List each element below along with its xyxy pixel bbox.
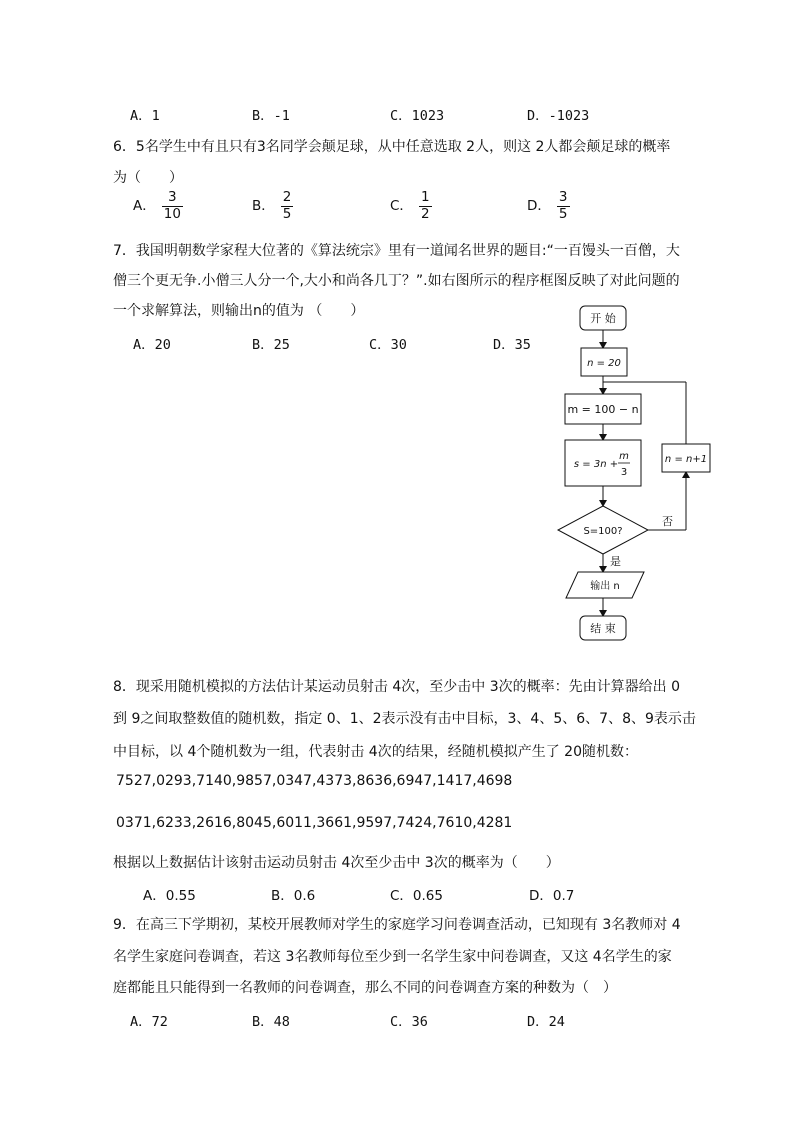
q9-text-line1: 9．在高三下学期初，某校开展教师对学生的家庭学习问卷调查活动，已知现有 3名教师对 4 <box>113 917 681 933</box>
q5-option-d: D．-1023 <box>527 108 590 124</box>
q7-option-b: B．25 <box>252 337 290 353</box>
q7-text-line2: 僧三个更无争.小僧三人分一个,大小和尚各几丁？”.如右图所示的程序框图反映了对此问题的 <box>113 273 680 289</box>
q6-option-d-fraction <box>557 190 570 222</box>
q6-option-d-letter: D． <box>527 198 551 215</box>
q7-option-d: D．35 <box>493 337 531 353</box>
q7-text-line3: 一个求解算法，则输出n的值为 （ ） <box>113 303 365 319</box>
q9-option-b: B．48 <box>252 1014 290 1030</box>
q8-random-numbers-row1: 7527,0293,7140,9857,0347,4373,8636,6947,1417,4698 <box>116 773 513 789</box>
fraction-denominator: 5 <box>558 205 568 222</box>
fraction-denominator: 5 <box>282 205 292 222</box>
flowchart-step2-numerator: m <box>619 451 629 462</box>
q7-option-a: A．20 <box>133 337 171 353</box>
q8-option-c: C．0.65 <box>390 888 443 904</box>
flowchart-step1-label: m = 100 − n <box>567 403 639 416</box>
q6-text-line2: 为（ ） <box>113 170 183 186</box>
q6-option-c <box>390 190 432 222</box>
flowchart-update-label: n = n+1 <box>664 454 708 465</box>
program-flowchart <box>540 300 740 645</box>
q6-option-c-letter: C． <box>390 198 413 215</box>
q6-option-d <box>527 190 570 222</box>
fraction-denominator: 10 <box>163 205 181 222</box>
flowchart-init-label: n = 20 <box>587 358 621 369</box>
q7-option-c: C．30 <box>369 337 407 353</box>
q8-text-line4: 根据以上数据估计该射击运动员射击 4次至少击中 3次的概率为（ ） <box>113 855 560 871</box>
flowchart-decision-label: S=100? <box>583 526 623 537</box>
q9-text-line2: 名学生家庭问卷调查，若这 3名教师每位至少到一名学生家中问卷调查，又这 4名学生的家 <box>113 949 672 965</box>
q9-option-a: A．72 <box>130 1014 168 1030</box>
q9-option-c: C．36 <box>390 1014 428 1030</box>
flowchart-output-label: 输出 n <box>590 581 620 592</box>
q6-option-c-fraction <box>419 190 432 222</box>
q8-text-line3: 中目标，以 4个随机数为一组，代表射击 4次的结果，经随机模拟产生了 20随机数： <box>113 744 638 760</box>
q6-option-b-fraction <box>281 190 294 222</box>
fraction-numerator: 3 <box>558 189 568 205</box>
flowchart-step2-label: s = 3n + <box>573 459 619 470</box>
q7-text-line1: 7．我国明朝数学家程大位著的《算法统宗》里有一道闻名世界的题目:“一百馒头一百僧，大 <box>113 243 680 259</box>
fraction-denominator: 2 <box>420 205 430 222</box>
flowchart-end-label: 结 束 <box>590 622 616 635</box>
q8-text-line2: 到 9之间取整数值的随机数，指定 0、1、2表示没有击中目标，3、4、5、6、7、8、9表示击 <box>113 711 696 727</box>
fraction-numerator: 3 <box>162 190 183 207</box>
q8-option-d: D．0.7 <box>529 888 575 904</box>
q6-text-line1: 6．5名学生中有且只有3名同学会颠足球，从中任意选取 2人，则这 2人都会颠足球的概率 <box>113 139 671 155</box>
q9-option-d: D．24 <box>527 1014 565 1030</box>
q6-option-b-letter: B． <box>252 198 275 215</box>
fraction-numerator: 2 <box>282 189 292 205</box>
q6-option-a <box>133 190 183 222</box>
flowchart-no-label: 否 <box>662 515 673 528</box>
flowchart-start-label: 开 始 <box>590 312 616 325</box>
q8-random-numbers-row2: 0371,6233,2616,8045,6011,3661,9597,7424,7610,4281 <box>116 815 513 831</box>
q6-option-a-fraction <box>162 190 183 222</box>
fraction-numerator: 1 <box>420 189 430 205</box>
q8-option-a: A．0.55 <box>143 888 196 904</box>
q9-text-line3: 庭都能且只能得到一名教师的问卷调查，那么不同的问卷调查方案的种数为（ ） <box>113 980 617 996</box>
q5-option-b: B．-1 <box>252 108 290 124</box>
q6-option-b <box>252 190 293 222</box>
flowchart-yes-label: 是 <box>610 555 621 568</box>
q8-text-line1: 8．现采用随机模拟的方法估计某运动员射击 4次，至少击中 3次的概率：先由计算器给出 0 <box>113 679 680 695</box>
q6-option-a-letter: A． <box>133 198 156 215</box>
flowchart-step2-denominator: 3 <box>620 467 628 478</box>
q5-option-c: C．1023 <box>390 108 445 124</box>
q5-option-a: A．1 <box>130 108 160 124</box>
q8-option-b: B．0.6 <box>271 888 316 904</box>
